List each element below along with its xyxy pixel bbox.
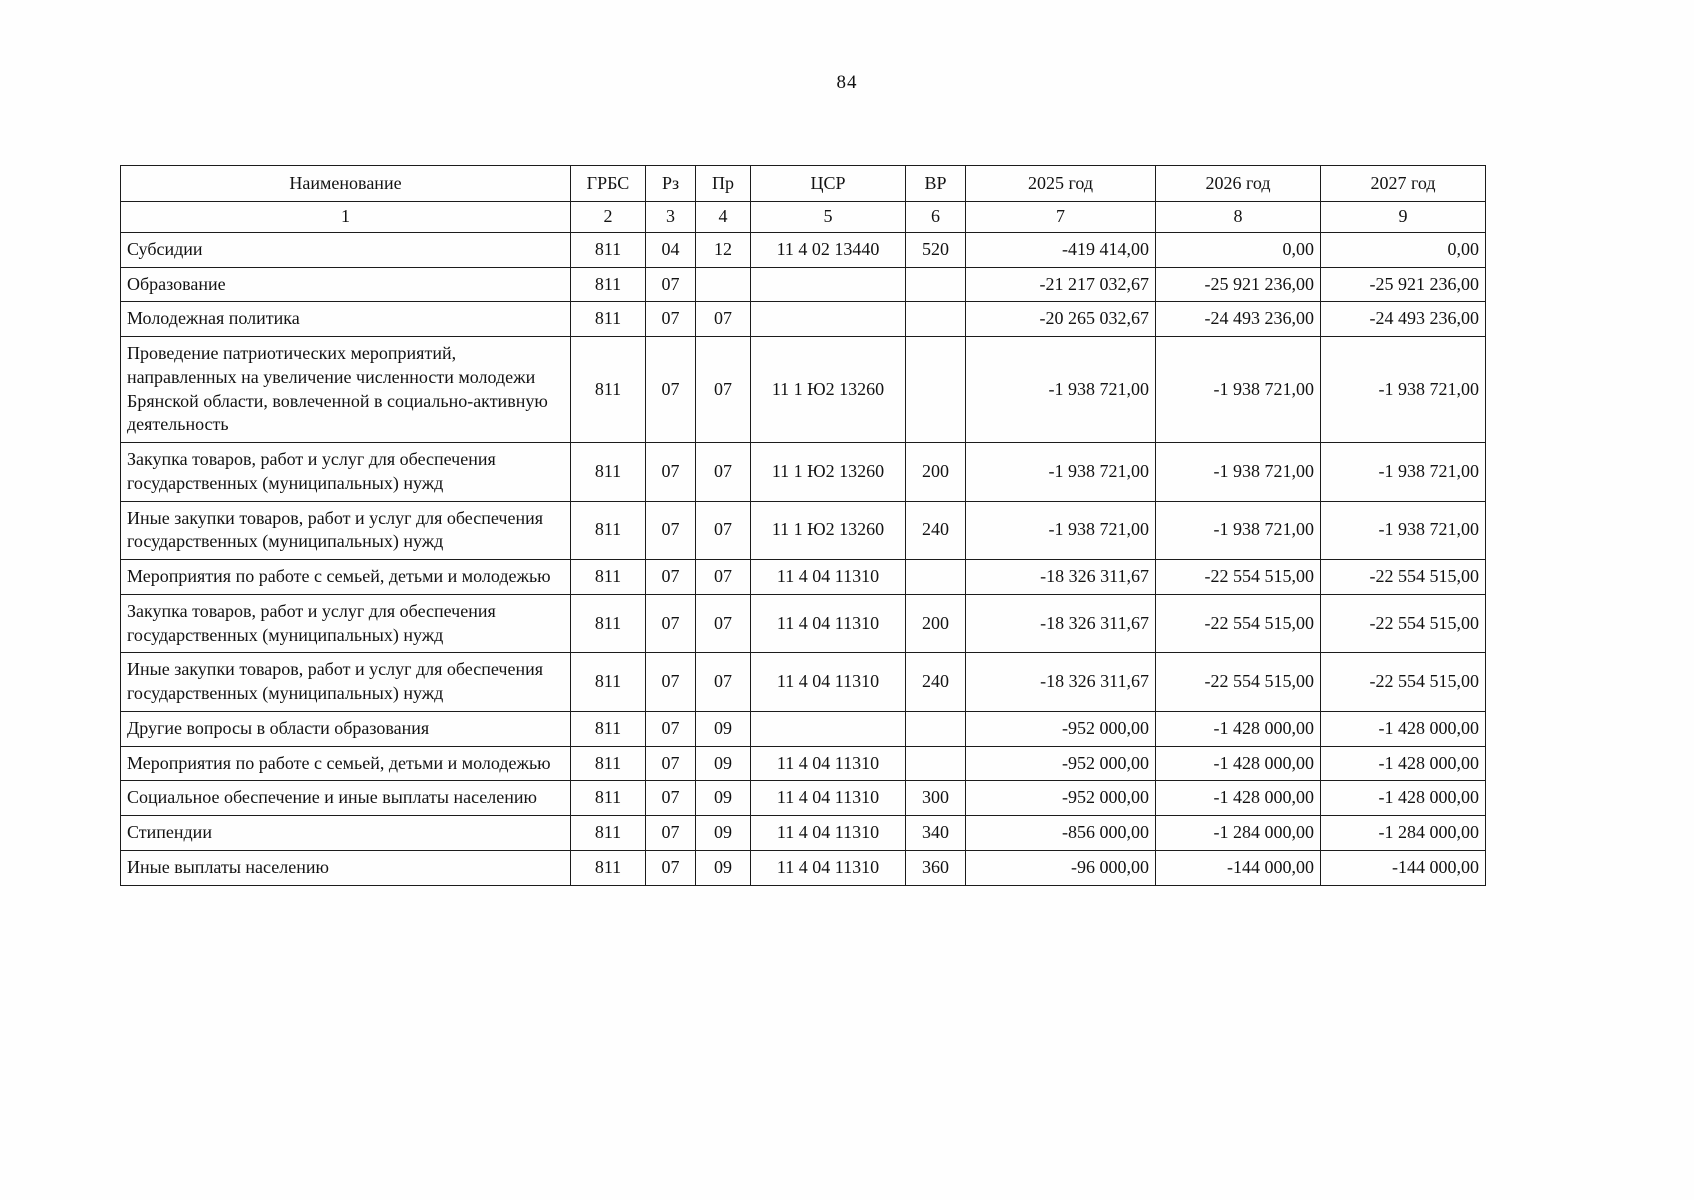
cell-csr: 11 4 04 11310: [751, 850, 906, 885]
cell-pr: 07: [696, 302, 751, 337]
table-row: [121, 653, 1486, 712]
cell-grbs: 811: [571, 816, 646, 851]
cell-y2027: -1 938 721,00: [1321, 337, 1486, 443]
cell-pr: 07: [696, 443, 751, 502]
table-head: [121, 166, 1486, 233]
cell-grbs: 811: [571, 781, 646, 816]
cell-csr: [751, 711, 906, 746]
column-number: 5: [751, 202, 906, 233]
cell-y2025: -856 000,00: [966, 816, 1156, 851]
table-row: [121, 267, 1486, 302]
cell-name: Социальное обеспечение и иные выплаты населению: [121, 781, 571, 816]
cell-csr: 11 1 Ю2 13260: [751, 443, 906, 502]
header-vr: ВР: [906, 166, 966, 202]
header-rz: Рз: [646, 166, 696, 202]
cell-name: Стипендии: [121, 816, 571, 851]
table-row: [121, 443, 1486, 502]
cell-csr: [751, 267, 906, 302]
cell-vr: 300: [906, 781, 966, 816]
cell-y2025: -96 000,00: [966, 850, 1156, 885]
cell-y2025: -1 938 721,00: [966, 337, 1156, 443]
table-row: [121, 302, 1486, 337]
cell-rz: 07: [646, 337, 696, 443]
cell-vr: [906, 711, 966, 746]
cell-y2025: -18 326 311,67: [966, 653, 1156, 712]
table-row: [121, 501, 1486, 560]
cell-y2027: -1 428 000,00: [1321, 746, 1486, 781]
cell-grbs: 811: [571, 337, 646, 443]
column-number: 1: [121, 202, 571, 233]
cell-pr: [696, 267, 751, 302]
cell-rz: 07: [646, 501, 696, 560]
cell-y2026: -22 554 515,00: [1156, 653, 1321, 712]
cell-y2026: -1 938 721,00: [1156, 501, 1321, 560]
column-number-row: [121, 202, 1486, 233]
cell-pr: 07: [696, 560, 751, 595]
cell-y2026: -1 938 721,00: [1156, 443, 1321, 502]
header-year-2027: 2027 год: [1321, 166, 1486, 202]
table-row: [121, 337, 1486, 443]
cell-name: Закупка товаров, работ и услуг для обеспечения государственных (муниципальных) нужд: [121, 594, 571, 653]
cell-vr: 340: [906, 816, 966, 851]
cell-grbs: 811: [571, 711, 646, 746]
cell-y2025: -952 000,00: [966, 711, 1156, 746]
cell-y2025: -18 326 311,67: [966, 594, 1156, 653]
header-pr: Пр: [696, 166, 751, 202]
cell-csr: 11 4 04 11310: [751, 746, 906, 781]
header-row: [121, 166, 1486, 202]
cell-rz: 07: [646, 594, 696, 653]
cell-y2025: -18 326 311,67: [966, 560, 1156, 595]
cell-y2027: -24 493 236,00: [1321, 302, 1486, 337]
cell-rz: 07: [646, 302, 696, 337]
cell-rz: 07: [646, 267, 696, 302]
column-number: 7: [966, 202, 1156, 233]
cell-rz: 04: [646, 232, 696, 267]
cell-name: Закупка товаров, работ и услуг для обеспечения государственных (муниципальных) нужд: [121, 443, 571, 502]
cell-y2025: -1 938 721,00: [966, 501, 1156, 560]
cell-csr: 11 1 Ю2 13260: [751, 337, 906, 443]
cell-name: Молодежная политика: [121, 302, 571, 337]
cell-y2026: -1 938 721,00: [1156, 337, 1321, 443]
column-number: 2: [571, 202, 646, 233]
cell-pr: 09: [696, 816, 751, 851]
cell-pr: 12: [696, 232, 751, 267]
cell-csr: 11 4 04 11310: [751, 560, 906, 595]
cell-name: Иные закупки товаров, работ и услуг для обеспечения государственных (муниципальных) нужд: [121, 653, 571, 712]
cell-grbs: 811: [571, 560, 646, 595]
column-number: 3: [646, 202, 696, 233]
cell-vr: 200: [906, 443, 966, 502]
column-number: 9: [1321, 202, 1486, 233]
cell-name: Образование: [121, 267, 571, 302]
cell-name: Проведение патриотических мероприятий, направленных на увеличение численности молодежи Брянской области, вовлеченной в социально-активную деятельность: [121, 337, 571, 443]
cell-y2027: -22 554 515,00: [1321, 594, 1486, 653]
cell-y2026: -1 428 000,00: [1156, 711, 1321, 746]
cell-vr: 520: [906, 232, 966, 267]
cell-vr: [906, 337, 966, 443]
table-row: [121, 746, 1486, 781]
header-year-2025: 2025 год: [966, 166, 1156, 202]
cell-y2027: -1 284 000,00: [1321, 816, 1486, 851]
cell-vr: [906, 560, 966, 595]
cell-csr: 11 1 Ю2 13260: [751, 501, 906, 560]
column-number: 6: [906, 202, 966, 233]
cell-grbs: 811: [571, 267, 646, 302]
cell-y2027: -144 000,00: [1321, 850, 1486, 885]
cell-rz: 07: [646, 781, 696, 816]
cell-grbs: 811: [571, 501, 646, 560]
cell-grbs: 811: [571, 746, 646, 781]
cell-pr: 09: [696, 711, 751, 746]
cell-vr: [906, 267, 966, 302]
cell-rz: 07: [646, 746, 696, 781]
cell-y2027: 0,00: [1321, 232, 1486, 267]
header-name: Наименование: [121, 166, 571, 202]
table-row: [121, 232, 1486, 267]
cell-y2025: -419 414,00: [966, 232, 1156, 267]
cell-vr: 200: [906, 594, 966, 653]
cell-y2027: -22 554 515,00: [1321, 560, 1486, 595]
cell-pr: 07: [696, 337, 751, 443]
cell-y2026: -1 428 000,00: [1156, 781, 1321, 816]
cell-vr: 240: [906, 653, 966, 712]
table-body: [121, 232, 1486, 885]
cell-y2025: -952 000,00: [966, 781, 1156, 816]
cell-rz: 07: [646, 653, 696, 712]
header-year-2026: 2026 год: [1156, 166, 1321, 202]
cell-csr: [751, 302, 906, 337]
cell-rz: 07: [646, 850, 696, 885]
cell-csr: 11 4 04 11310: [751, 653, 906, 712]
cell-grbs: 811: [571, 232, 646, 267]
table-row: [121, 711, 1486, 746]
cell-vr: [906, 746, 966, 781]
cell-y2027: -1 938 721,00: [1321, 501, 1486, 560]
cell-y2026: -1 428 000,00: [1156, 746, 1321, 781]
cell-y2027: -1 938 721,00: [1321, 443, 1486, 502]
cell-vr: [906, 302, 966, 337]
cell-y2026: 0,00: [1156, 232, 1321, 267]
cell-y2025: -21 217 032,67: [966, 267, 1156, 302]
cell-y2026: -22 554 515,00: [1156, 560, 1321, 595]
budget-table: [120, 165, 1486, 886]
cell-grbs: 811: [571, 443, 646, 502]
cell-rz: 07: [646, 443, 696, 502]
cell-vr: 360: [906, 850, 966, 885]
cell-pr: 07: [696, 653, 751, 712]
cell-y2026: -22 554 515,00: [1156, 594, 1321, 653]
cell-pr: 09: [696, 850, 751, 885]
cell-vr: 240: [906, 501, 966, 560]
cell-y2027: -1 428 000,00: [1321, 711, 1486, 746]
cell-y2025: -1 938 721,00: [966, 443, 1156, 502]
cell-grbs: 811: [571, 594, 646, 653]
cell-y2026: -144 000,00: [1156, 850, 1321, 885]
cell-pr: 09: [696, 781, 751, 816]
cell-pr: 07: [696, 594, 751, 653]
cell-csr: 11 4 04 11310: [751, 781, 906, 816]
cell-rz: 07: [646, 816, 696, 851]
cell-y2025: -20 265 032,67: [966, 302, 1156, 337]
cell-y2026: -25 921 236,00: [1156, 267, 1321, 302]
cell-name: Другие вопросы в области образования: [121, 711, 571, 746]
cell-rz: 07: [646, 560, 696, 595]
column-number: 8: [1156, 202, 1321, 233]
cell-pr: 09: [696, 746, 751, 781]
table-row: [121, 560, 1486, 595]
cell-y2027: -22 554 515,00: [1321, 653, 1486, 712]
table-row: [121, 781, 1486, 816]
table-row: [121, 816, 1486, 851]
cell-csr: 11 4 04 11310: [751, 594, 906, 653]
cell-y2027: -1 428 000,00: [1321, 781, 1486, 816]
cell-y2025: -952 000,00: [966, 746, 1156, 781]
page-number: 84: [836, 72, 858, 93]
cell-name: Иные выплаты населению: [121, 850, 571, 885]
cell-rz: 07: [646, 711, 696, 746]
cell-grbs: 811: [571, 653, 646, 712]
cell-grbs: 811: [571, 850, 646, 885]
cell-y2026: -24 493 236,00: [1156, 302, 1321, 337]
cell-name: Мероприятия по работе с семьей, детьми и молодежью: [121, 746, 571, 781]
table-row: [121, 850, 1486, 885]
cell-name: Субсидии: [121, 232, 571, 267]
column-number: 4: [696, 202, 751, 233]
cell-grbs: 811: [571, 302, 646, 337]
header-grbs: ГРБС: [571, 166, 646, 202]
cell-csr: 11 4 02 13440: [751, 232, 906, 267]
cell-y2027: -25 921 236,00: [1321, 267, 1486, 302]
header-csr: ЦСР: [751, 166, 906, 202]
cell-name: Иные закупки товаров, работ и услуг для обеспечения государственных (муниципальных) нужд: [121, 501, 571, 560]
cell-y2026: -1 284 000,00: [1156, 816, 1321, 851]
cell-pr: 07: [696, 501, 751, 560]
table-row: [121, 594, 1486, 653]
cell-csr: 11 4 04 11310: [751, 816, 906, 851]
cell-name: Мероприятия по работе с семьей, детьми и молодежью: [121, 560, 571, 595]
